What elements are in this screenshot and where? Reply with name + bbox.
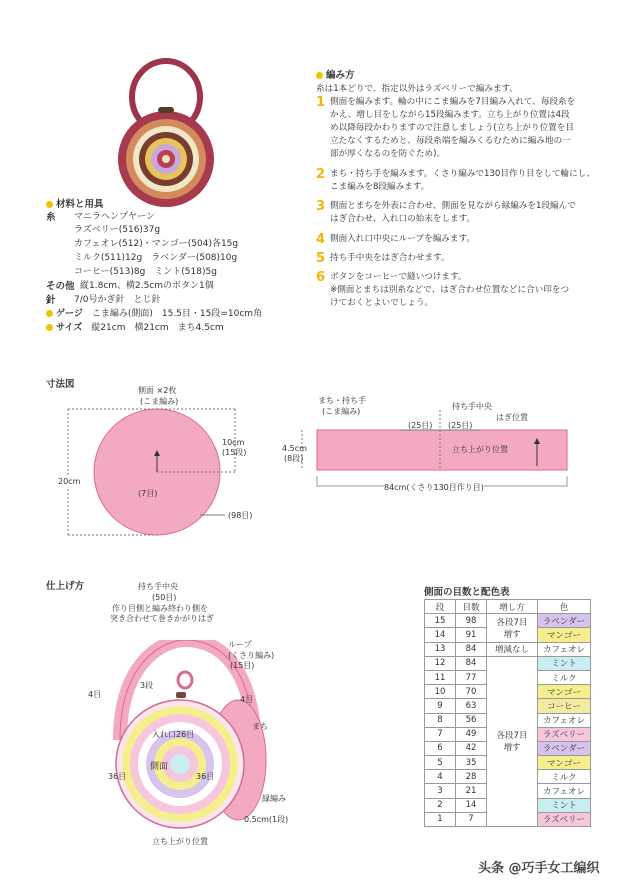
side-label: 側面 ×2枚 [138, 386, 177, 395]
bullet-icon [316, 72, 323, 79]
finished-bag-diagram [90, 640, 290, 840]
opening-label: 入れ口26目 [152, 730, 195, 739]
step-3: 側面とまちを外表に合わせ、側面を見ながら緑編みを1段編んで はぎ合わせ、入れ口の始末をします。 [330, 201, 576, 224]
gusset-rows: (8段) [284, 454, 304, 463]
needle-label: 針 [46, 295, 56, 306]
left-count: (25目) [408, 421, 433, 430]
step-number: 2 [316, 167, 326, 182]
needle-text: 7/0号かぎ針 とじ針 [74, 295, 161, 305]
outer-stitches: (98目) [228, 511, 253, 520]
color-name: ミント [538, 656, 591, 670]
increase-method: 各段7目 増す [487, 614, 538, 642]
table-row [425, 656, 591, 670]
edge-label: 縁編み [262, 794, 286, 803]
gusset-stitch: (こま編み) [322, 407, 361, 416]
method-intro: 糸は1本どりで、指定以外はラズベリーで編みます。 [316, 84, 519, 94]
side-height: 20cm [58, 477, 81, 486]
stitch-count: 91 [456, 628, 487, 642]
col-header: 増し方 [487, 600, 538, 614]
bullet-icon [46, 201, 53, 208]
side-radius: 10cm [222, 438, 245, 447]
rise-label: 立ち上がり位置 [152, 837, 208, 846]
color-name: マンゴー [538, 756, 591, 770]
finish-heading: 仕上げ方 [46, 581, 85, 592]
other-text: 縦1.8cm、横2.5cmのボタン1個 [80, 281, 214, 291]
stitch-count: 14 [456, 798, 487, 812]
color-name: カフェオレ [538, 713, 591, 727]
stitch-count: 70 [456, 685, 487, 699]
step-1: 側面を編みます。輪の中にこま編みを7目編み入れて、毎段糸を かえ、増し目をしながら15段編みます。立ち上がり位置は4段 め以降毎段かわりますので注意しましょう(立ち上がり位置を目 立たなくするためと、毎段糸端を編みくるむために編み地の一 部が厚くなるのを防ぐため)。 [330, 97, 576, 159]
color-table-title: 側面の目数と配色表 [424, 587, 510, 598]
step-number: 4 [316, 232, 326, 247]
stitch-count: 77 [456, 670, 487, 684]
handle-center-dim: 持ち手中央 [452, 402, 492, 411]
row-number: 15 [425, 614, 456, 628]
color-name: コーヒー [538, 699, 591, 713]
loop-label: ループ [228, 640, 252, 649]
yarn-line: カフェオレ(512)・マンゴー(504)各15g [74, 239, 239, 249]
other-label: その他 [46, 281, 75, 292]
rise-position: 立ち上がり位置 [452, 445, 508, 454]
stitch-count: 56 [456, 713, 487, 727]
finish-handle-count: (50目) [152, 593, 177, 602]
color-name: マンゴー [538, 628, 591, 642]
seam-position: はぎ位置 [496, 413, 528, 422]
color-name: ラズベリー [538, 812, 591, 826]
color-name: マンゴー [538, 685, 591, 699]
step-6: ボタンをコーヒーで縫いつけます。 ※側面とまちは別糸などで、はぎ合わせ位置などに合い印をつ けておくとよいでしょう。 [330, 272, 570, 308]
stitch-count: 98 [456, 614, 487, 628]
four-right: 4目 [240, 695, 254, 704]
yarn-line: ミルク(511)12g ラベンダー(508)10g [74, 253, 238, 263]
size-row: サイズ 縦21cm 横21cm まち4.5cm [46, 322, 224, 335]
table-row [425, 642, 591, 656]
row-number: 7 [425, 727, 456, 741]
increase-method: 各段7目 増す [487, 656, 538, 826]
side-center-label: 側面 [150, 762, 169, 772]
side-radius-rows: (15段) [222, 448, 247, 457]
row-number: 13 [425, 642, 456, 656]
gusset-label: まち・持ち手 [318, 396, 366, 405]
stitch-count: 42 [456, 741, 487, 755]
color-table [424, 599, 591, 827]
step-number: 3 [316, 199, 326, 214]
step-number: 5 [316, 251, 326, 266]
row-number: 8 [425, 713, 456, 727]
machi-label: まち [252, 722, 268, 731]
four-left: 4目 [88, 690, 102, 699]
row-number: 3 [425, 784, 456, 798]
yarn-label: 糸 [46, 212, 56, 223]
method-heading: 編み方 [316, 69, 355, 82]
step-2: まち・持ち手を編みます。くさり編みで130目作り目をして輪にし、 こま編みを8段編みます。 [330, 169, 595, 192]
stitch-count: 7 [456, 812, 487, 826]
color-name: カフェオレ [538, 784, 591, 798]
step-number: 1 [316, 95, 326, 110]
materials-heading: 材料と用具 [46, 198, 104, 211]
stitch-count: 49 [456, 727, 487, 741]
gauge-row: ゲージ こま編み(側面) 15.5目・15段=10cm角 [46, 308, 262, 321]
color-name: ミルク [538, 770, 591, 784]
side-stitch: (こま編み) [140, 397, 179, 406]
yarn-line: ラズベリー(516)37g [74, 225, 161, 235]
loop-rows: (15目) [230, 661, 255, 670]
color-name: ラベンダー [538, 741, 591, 755]
finish-handle-center: 持ち手中央 [138, 582, 178, 591]
method-steps [316, 96, 636, 311]
step-number: 6 [316, 270, 326, 285]
left-36: 36目 [108, 772, 127, 781]
row-number: 1 [425, 812, 456, 826]
right-count: (25目) [448, 421, 473, 430]
stitch-count: 63 [456, 699, 487, 713]
color-name: ミルク [538, 670, 591, 684]
increase-method: 増減なし [487, 642, 538, 656]
table-row [425, 614, 591, 628]
col-header: 色 [538, 600, 591, 614]
watermark: 头条 @巧手女工编织 [478, 861, 600, 876]
side-panel-diagram [60, 400, 270, 550]
gusset-length: 84cm(くさり130目作り目) [384, 483, 484, 492]
row-number: 12 [425, 656, 456, 670]
dimensions-heading: 寸法図 [46, 379, 75, 390]
color-name: ラベンダー [538, 614, 591, 628]
row-number: 2 [425, 798, 456, 812]
yarn-line: コーヒー(513)8g ミント(518)5g [74, 267, 217, 277]
start-stitches: (7目) [138, 489, 158, 498]
color-name: カフェオレ [538, 642, 591, 656]
stitch-count: 84 [456, 656, 487, 670]
step-5: 持ち手中央をはぎ合わせます。 [330, 253, 450, 263]
row-number: 11 [425, 670, 456, 684]
bullet-icon [46, 310, 53, 317]
stitch-count: 84 [456, 642, 487, 656]
yarn-line: マニラヘンプヤーン [74, 212, 155, 222]
color-name: ラズベリー [538, 727, 591, 741]
stitch-count: 35 [456, 756, 487, 770]
stitch-count: 28 [456, 770, 487, 784]
bag-photo [110, 55, 230, 215]
gusset-width: 4.5cm [282, 444, 307, 453]
stitch-count: 21 [456, 784, 487, 798]
handle-note: 作り目側と編み終わり側を [112, 604, 208, 613]
row-number: 5 [425, 756, 456, 770]
row-number: 4 [425, 770, 456, 784]
col-header: 目数 [456, 600, 487, 614]
row-number: 14 [425, 628, 456, 642]
step-4: 側面入れ口中央にループを編みます。 [330, 234, 475, 244]
row-number: 9 [425, 699, 456, 713]
col-header: 段 [425, 600, 456, 614]
three-rows: 3段 [140, 681, 154, 690]
loop-stitch: (くさり編み) [228, 651, 275, 660]
row-number: 10 [425, 685, 456, 699]
row-number: 6 [425, 741, 456, 755]
color-name: ミント [538, 798, 591, 812]
handle-note: 突き合わせて巻きかがりはぎ [110, 614, 214, 623]
edge-size: 0.5cm(1段) [244, 815, 289, 824]
right-36: 36目 [196, 772, 215, 781]
bullet-icon [46, 324, 53, 331]
